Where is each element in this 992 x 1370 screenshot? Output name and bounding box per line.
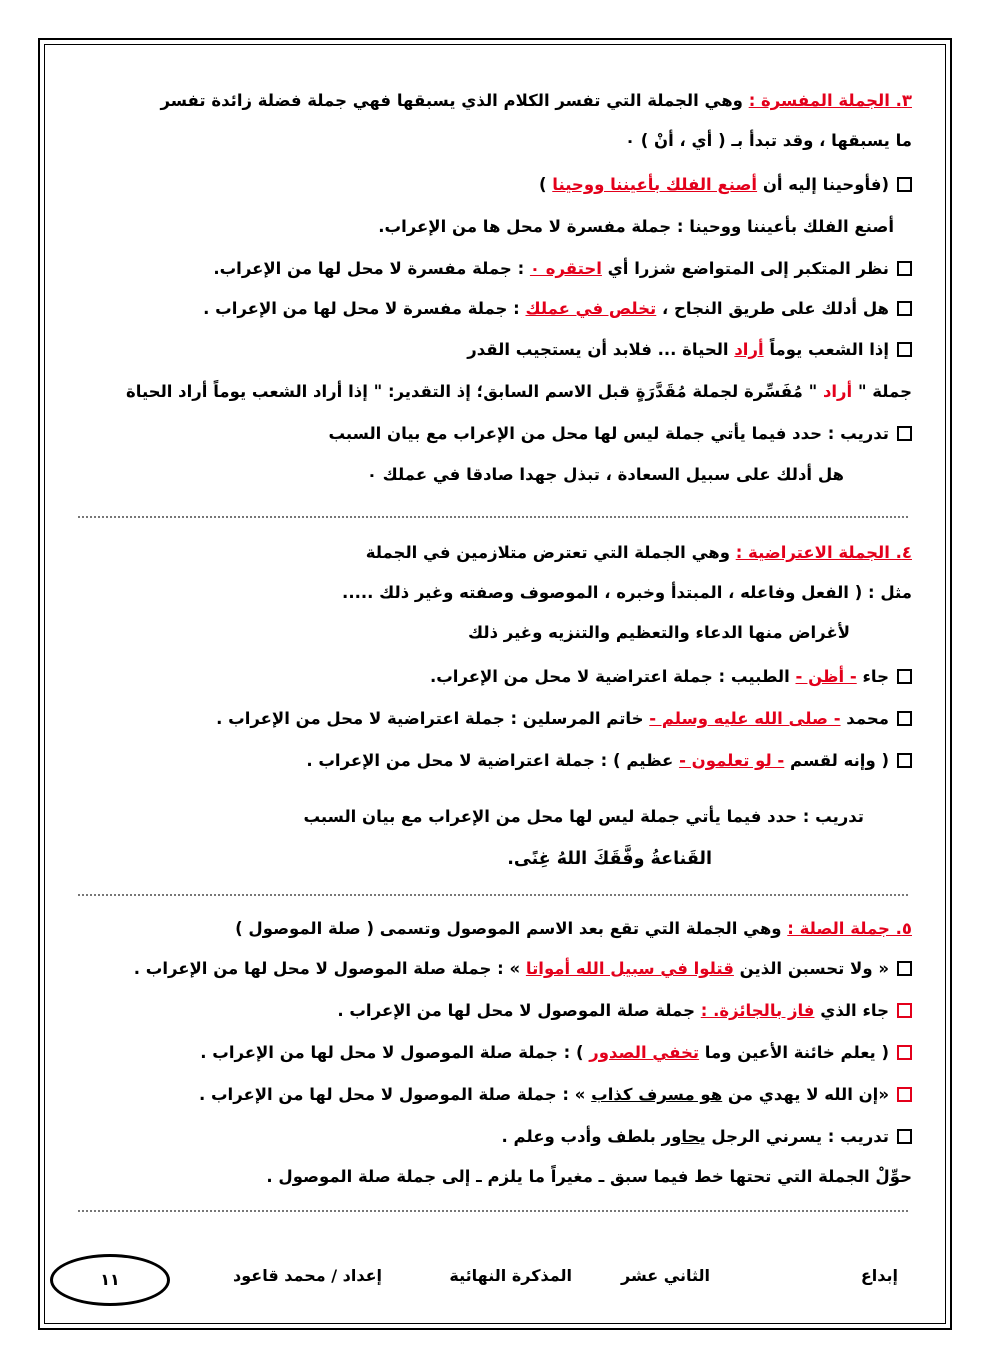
section3-example-4-explanation: جملة " أراد " مُفَسِّرة لجملة مُقَدَّرَةٍ قبل الاسم السابق؛ إذ التقدير: " إذا أراد الشعب يوماً أراد الحياة: [126, 382, 912, 401]
footer-memo: المذكرة النهائية: [449, 1266, 572, 1285]
section4-intro: ٤. الجملة الاعتراضية : وهي الجملة التي تعترض متلازمين في الجملة: [365, 543, 912, 562]
checkbox-icon: [897, 261, 912, 276]
section-divider: [78, 894, 908, 896]
section3-example-2: نظر المتكبر إلى المتواضع شزرا أي احتقره ٠ : جملة مفسرة لا محل لها من الإعراب.: [213, 254, 912, 284]
page-number: ١١: [100, 1270, 120, 1289]
checkbox-icon: [897, 753, 912, 768]
section-divider: [78, 1210, 908, 1212]
section3-example-4: إذا الشعب يوماً أراد الحياة ... فلابد أن يستجيب القدر: [467, 335, 912, 365]
section4-example-1: جاء - أظن - الطبيب : جملة اعتراضية لا محل من الإعراب.: [430, 662, 912, 692]
section3-drill-sentence: هل أدلك على سبيل السعادة ، تبذل جهدا صادقا في عملك ٠: [366, 465, 844, 484]
section4-purpose-line: لأغراض منها الدعاء والتعظيم والتنزيه وغير ذلك: [468, 623, 850, 642]
section3-example-1-explanation: أصنع الفلك بأعيننا ووحينا : جملة مفسرة لا محل ها من الإعراب.: [378, 217, 894, 236]
checkbox-icon: [897, 342, 912, 357]
checkbox-icon: [897, 1003, 912, 1018]
footer-grade: الثاني عشر: [621, 1266, 710, 1285]
footer-author: إعداد / محمد قاعود: [233, 1266, 382, 1285]
section5-example-2: جاء الذي فاز بالجائزة. : جملة صلة الموصول لا محل لها من الإعراب .: [337, 996, 912, 1026]
section4-drill: تدريب : حدد فيما يأتي جملة ليس لها محل من الإعراب مع بيان السبب: [303, 807, 864, 826]
section3-drill: تدريب : حدد فيما يأتي جملة ليس لها محل من الإعراب مع بيان السبب: [328, 419, 912, 449]
checkbox-icon: [897, 961, 912, 976]
section-divider: [78, 516, 908, 518]
checkbox-icon: [897, 1045, 912, 1060]
checkbox-icon: [897, 301, 912, 316]
checkbox-icon: [897, 177, 912, 192]
section5-task: حوِّلْ الجملة التي تحتها خط فيما سبق ـ مغيراً ما يلزم ـ إلى جملة صلة الموصول .: [266, 1167, 912, 1186]
section5-drill: تدريب : يسرني الرجل يحاور بلطف وأدب وعلم .: [502, 1122, 912, 1152]
section3-intro: ٣. الجملة المفسرة : وهي الجملة التي تفسر الكلام الذي يسبقها فهي جملة فضلة زائدة تفسر: [160, 91, 912, 110]
section5-example-3: ( يعلم خائنة الأعين وما تخفي الصدور ) : جملة صلة الموصول لا محل لها من الإعراب .: [200, 1038, 912, 1068]
checkbox-icon: [897, 1129, 912, 1144]
section4-example-3: ( وإنه لقسم - لو تعلمون - عظيم ) : جملة اعتراضية لا محل من الإعراب .: [306, 746, 912, 776]
section3-example-3: هل أدلك على طريق النجاح ، تخلص في عملك : جملة مفسرة لا محل لها من الإعراب .: [203, 294, 912, 324]
section5-example-1: « ولا تحسبن الذين قتلوا في سبيل الله أمواتا » : جملة صلة الموصول لا محل لها من الإعراب .: [134, 954, 912, 984]
section4-heading: ٤. الجملة الاعتراضية :: [735, 543, 912, 562]
section3-heading: ٣. الجملة المفسرة :: [748, 91, 912, 110]
checkbox-icon: [897, 1087, 912, 1102]
section3-example-1: (فأوحينا إليه أن أصنع الفلك بأعيننا ووحينا ): [539, 170, 912, 200]
section5-heading: ٥. جملة الصلة :: [787, 919, 912, 938]
checkbox-icon: [897, 426, 912, 441]
checkbox-icon: [897, 669, 912, 684]
footer-creativity: إبداع: [860, 1266, 898, 1285]
page-number-oval: [50, 1254, 170, 1306]
section5-intro: ٥. جملة الصلة : وهي الجملة التي تقع بعد الاسم الموصول وتسمى ( صلة الموصول ): [235, 919, 912, 938]
section4-example-2: محمد - صلى الله عليه وسلم - خاتم المرسلين : جملة اعتراضية لا محل من الإعراب .: [216, 704, 912, 734]
section5-example-4: «إن الله لا يهدي من هو مسرف كذاب » : جملة صلة الموصول لا محل لها من الإعراب .: [199, 1080, 912, 1110]
section3-intro-line2: ما يسبقها ، وقد تبدأ بـ ( أي ، أنْ ) ٠: [624, 131, 912, 150]
section4-drill-sentence: القَناعةُ وفَّقَكَ اللهُ غِنًى.: [507, 849, 712, 869]
checkbox-icon: [897, 711, 912, 726]
section4-example-line: مثل : ( الفعل وفاعله ، المبتدأ وخبره ، الموصوف وصفته وغير ذلك .....: [342, 583, 912, 602]
